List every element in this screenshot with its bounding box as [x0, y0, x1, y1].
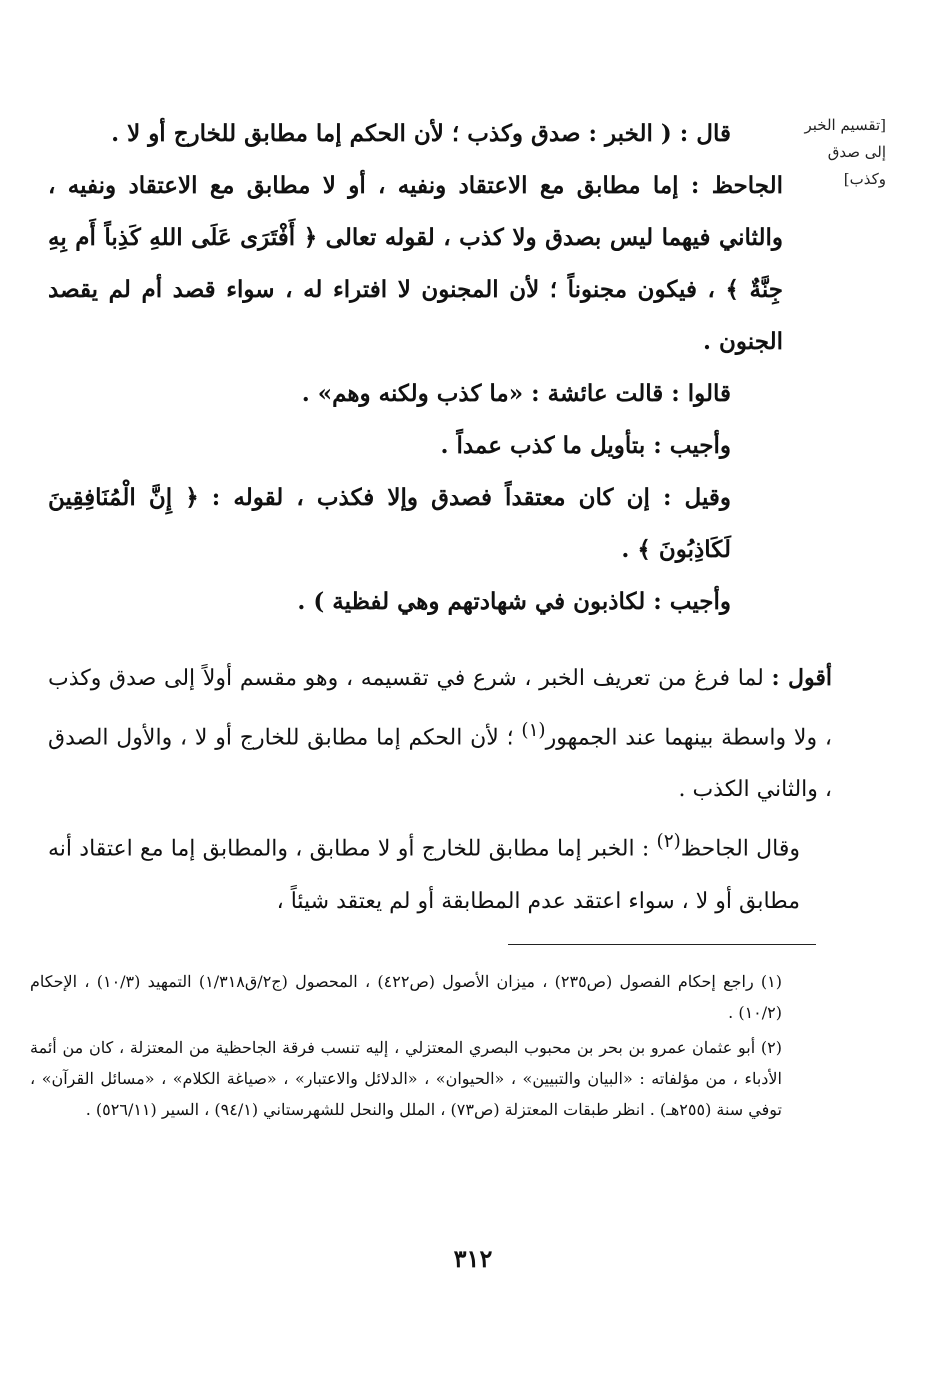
- matn-paragraph-1: [48, 108, 783, 160]
- commentary-paragraph-1-text: لما فرغ من تعريف الخبر ، شرع في تقسيمه ، وهو مقسم أولاً إلى صدق وكذب ، ولا واسطة بينهما عند الجمهور: [48, 666, 832, 751]
- commentary-lead: أقول :: [771, 665, 832, 691]
- page-number: ٣١٢: [453, 1244, 493, 1273]
- footnote-divider: [508, 944, 816, 945]
- matn-paragraph-3: قالوا : قالت عائشة : «ما كذب ولكنه وهم» .: [301, 380, 731, 407]
- commentary-paragraph-2-text: : الخبر إما مطابق للخارج أو لا مطابق ، والمطابق إما مع اعتقاد أنه مطابق أو لا ، سواء اعتقد عدم المطابقة أو لم يعتقد شيئاً ،: [48, 836, 800, 914]
- matn-paragraph-5: وقيل : إن كان معتقداً فصدق وإلا فكذب ، لقوله : ﴿ إِنَّ الْمُنَافِقِينَ لَكَاذِبُونَ ﴾ .: [48, 484, 731, 563]
- matn-lead: قال :: [679, 120, 731, 147]
- footnote-1: (١) راجع إحكام الفصول (ص٢٣٥) ، ميزان الأصول (ص٤٢٢) ، المحصول (ج٢/ق١/٣١٨) التمهيد (١٠/٣) ، الإحكام (١٠/٢) .: [30, 972, 783, 1022]
- matn-paragraph-4: وأجيب : بتأويل ما كذب عمداً .: [440, 432, 731, 459]
- matn-paragraph-1-text: ( الخبر : صدق وكذب ؛ لأن الحكم إما مطابق للخارج أو لا .: [111, 120, 672, 147]
- matn-paragraph-2: الجاحظ : إما مطابق مع الاعتقاد ونفيه ، أو لا مطابق مع الاعتقاد ونفيه ، والثاني فيهما ليس بصدق ولا كذب ، لقوله تعالى ﴿ أَفْتَرَى عَلَى اللهِ كَذِباً أَم بِهِ جِنَّةٌ ﴾ ، فيكون مجنوناً ؛ لأن المجنون لا افتراء له ، سواء قصد أم لم يقصد الجنون .: [48, 172, 783, 355]
- margin-heading: [790, 112, 886, 193]
- footnote-ref-1: (١): [521, 720, 546, 741]
- commentary-paragraph-1: [48, 652, 832, 816]
- matn-text: [48, 108, 783, 628]
- margin-heading-line-3: وكذب]: [843, 170, 886, 188]
- matn-paragraph-6: وأجيب : لكاذبون في شهادتهم وهي لفظية ) .: [297, 588, 731, 615]
- margin-heading-line-1: [تقسيم الخبر: [804, 116, 886, 134]
- commentary-paragraph-1-tail: ؛ لأن الحكم إما مطابق للخارج أو لا ، والأول الصدق ، والثاني الكذب .: [48, 725, 832, 803]
- commentary-paragraph-2: [48, 816, 832, 927]
- footnote-ref-2: (٢): [656, 831, 681, 853]
- margin-heading-line-2: إلى صدق: [827, 143, 886, 161]
- commentary-paragraph-2-head: وقال الجاحظ: [680, 836, 801, 862]
- footnote-2: (٢) أبو عثمان عمرو بن بحر بن محبوب البصري المعتزلي ، إليه تنسب فرقة الجاحظية من المعتزلة ، كان من أئمة الأدباء ، من مؤلفاته : «البيان والتبيين» ، «الحيوان» ، «الدلائل والاعتبار» ، «صياغة الكلام» ، «مسائل القرآن» ، توفي سنة (٢٥٥هـ) . انظر طبقات المعتزلة (ص٧٣) ، الملل والنحل للشهرستاني (٩٤/١) ، السير (٥٢٦/١١) .: [30, 1038, 782, 1119]
- commentary-text: [48, 652, 832, 928]
- footnotes: [30, 966, 810, 1129]
